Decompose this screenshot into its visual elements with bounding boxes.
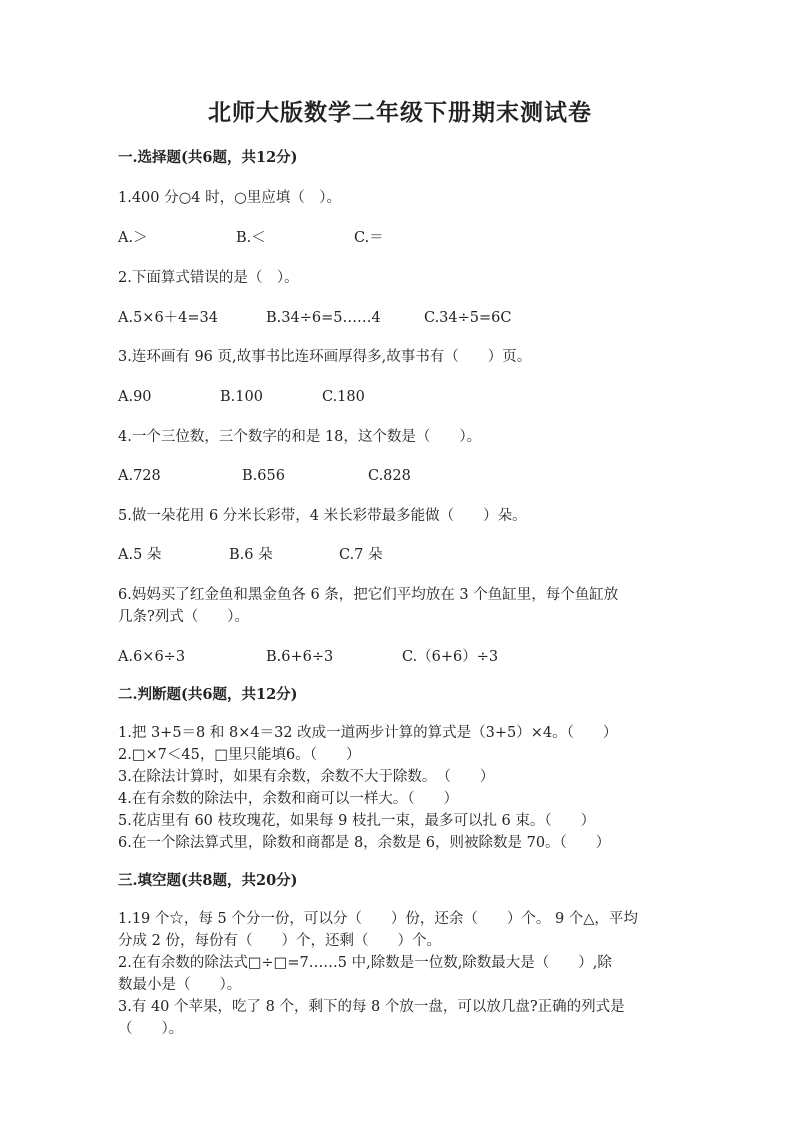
q4-stem: 4.一个三位数，三个数字的和是 18，这个数是（ ）。 — [118, 429, 482, 445]
q1-option-a: A.＞ — [118, 230, 148, 246]
judge-item: 1.把 3+5＝8 和 8×4＝32 改成一道两步计算的算式是（3+5）×4。（ ） — [118, 725, 618, 741]
fill-line: 1.19 个☆，每 5 个分一份，可以分（ ）份，还余（ ）个。 9 个△，平均 — [118, 911, 638, 927]
judge-item: 6.在一个除法算式里，除数和商都是 8，余数是 6，则被除数是 70。（ ） — [118, 835, 611, 851]
page-title: 北师大版数学二年级下册期末测试卷 — [208, 99, 592, 126]
q3-option-b: B.100 — [220, 389, 263, 405]
q6-option-c: C.（6+6）÷3 — [402, 649, 499, 665]
fill-line: 数最小是（ ）。 — [118, 977, 242, 993]
q6-option-a: A.6×6÷3 — [118, 649, 186, 665]
judge-item: 2.□×7＜45，□里只能填6。（ ） — [118, 747, 361, 763]
q1-stem: 1.400 分○4 时，○里应填（ ）。 — [118, 190, 342, 206]
judge-item: 3.在除法计算时，如果有余数，余数不大于除数。 （ ） — [118, 769, 495, 785]
q2-option-a: A.5×6＋4=34 — [118, 310, 219, 326]
fill-line: 3.有 40 个苹果，吃了 8 个，剩下的每 8 个放一盘，可以放几盘?正确的列式是 — [118, 999, 625, 1015]
q2-stem: 2.下面算式错误的是（ ）。 — [118, 270, 299, 286]
q5-option-b: B.6 朵 — [229, 547, 273, 563]
q6-option-b: B.6+6÷3 — [266, 649, 334, 665]
section2-heading: 二.判断题(共6题，共12分) — [118, 686, 298, 703]
q6-stem-line1: 6.妈妈买了红金鱼和黑金鱼各 6 条，把它们平均放在 3 个鱼缸里，每个鱼缸放 — [118, 587, 619, 603]
q5-option-c: C.7 朵 — [339, 547, 383, 563]
q3-option-c: C.180 — [322, 389, 365, 405]
q1-option-b: B.＜ — [236, 230, 266, 246]
section3-heading: 三.填空题(共8题，共20分) — [118, 872, 298, 889]
judge-item: 5.花店里有 60 枝玫瑰花，如果每 9 枝扎一束，最多可以扎 6 束。（ ） — [118, 813, 596, 829]
q5-option-a: A.5 朵 — [118, 547, 162, 563]
section1-heading: 一.选择题(共6题，共12分) — [118, 149, 298, 166]
q5-stem: 5.做一朵花用 6 分米长彩带，4 米长彩带最多能做（ ）朵。 — [118, 508, 527, 524]
q4-option-c: C.828 — [368, 468, 411, 484]
q2-option-c: C.34÷5=6C — [424, 310, 512, 326]
q4-option-a: A.728 — [118, 468, 161, 484]
q2-option-b: B.34÷6=5……4 — [266, 310, 381, 326]
q3-stem: 3.连环画有 96 页,故事书比连环画厚得多,故事书有（ ）页。 — [118, 349, 532, 365]
q6-stem-line2: 几条?列式（ ）。 — [118, 609, 250, 625]
q1-option-c: C.＝ — [354, 230, 384, 246]
judge-item: 4.在有余数的除法中，余数和商可以一样大。（ ） — [118, 791, 459, 807]
fill-line: （ ）。 — [118, 1021, 184, 1037]
fill-line: 分成 2 份，每份有（ ）个，还剩（ ）个。 — [118, 933, 441, 949]
q4-option-b: B.656 — [242, 468, 285, 484]
fill-line: 2.在有余数的除法式□÷□=7……5 中,除数是一位数,除数最大是（ ）,除 — [118, 955, 612, 971]
q3-option-a: A.90 — [118, 389, 152, 405]
